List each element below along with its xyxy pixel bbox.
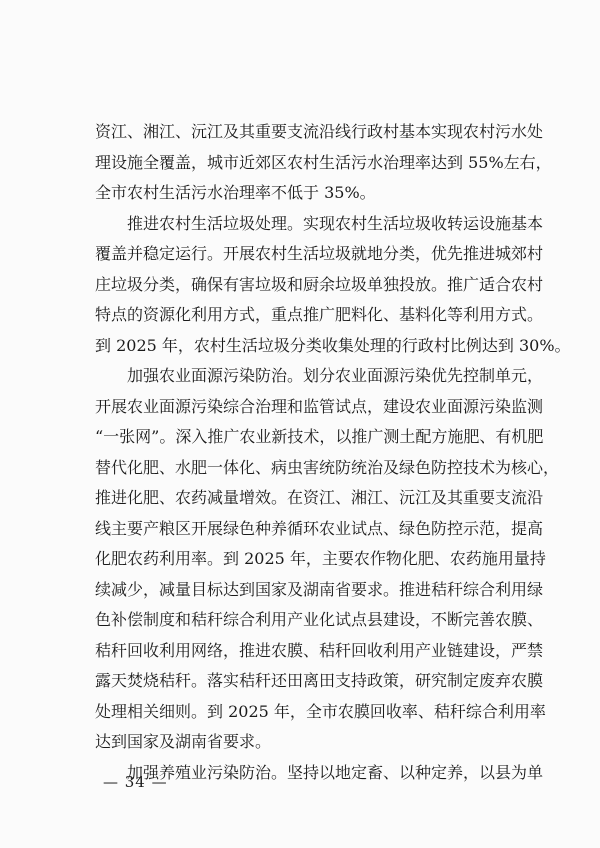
paragraph-start-line: 加强养殖业污染防治。坚持以地定畜、以种定养，以县为单 [127,762,544,782]
document-body [95,117,571,788]
text-line: 处理相关细则。到 2025 年，全市农膜回收率、秸秆综合利用率 [95,701,546,721]
text-line: 续减少，减量目标达到国家及湖南省要求。推进秸秆综合利用绿 [95,579,544,599]
text-line: “一张网”。深入推广农业新技术，以推广测土配方施肥、有机肥 [95,427,544,446]
text-line: 开展农业面源污染综合治理和监管试点，建设农业面源污染监测 [95,396,544,416]
text-line: 露天焚烧秸秆。落实秸秆还田离田支持政策，研究制定废弃农膜 [95,671,544,690]
text-line: 庄垃圾分类，确保有害垃圾和厨余垃圾单独投放。推广适合农村 [95,274,544,294]
page-number: — 34 — [103,773,168,791]
text-line: 覆盖并稳定运行。开展农村生活垃圾就地分类，优先推进城郊村 [95,244,544,263]
text-line: 化肥农药利用率。到 2025 年，主要农作物化肥、农药施用量持 [95,549,546,568]
text-line: 特点的资源化利用方式，重点推广肥料化、基料化等利用方式。 [95,305,544,324]
text-line: 秸秆回收利用网络，推进农膜、秸秆回收利用产业链建设，严禁 [95,640,544,660]
paragraph-start-line: 推进农村生活垃圾处理。实现农村生活垃圾收转运设施基本 [127,213,544,233]
text-line: 全市农村生活污水治理率不低于 35%。 [95,183,376,202]
paragraph-start-line: 加强农业面源污染防治。划分农业面源污染优先控制单元， [127,366,544,385]
text-line: 线主要产粮区开展绿色种养循环农业试点、绿色防控示范，提高 [95,518,544,538]
text-line: 达到国家及湖南省要求。 [95,732,272,751]
text-line: 色补偿制度和秸秆综合利用产业化试点县建设，不断完善农膜、 [95,610,544,629]
text-line: 推进化肥、农药减量增效。在资江、湘江、沅江及其重要支流沿 [95,488,544,507]
text-line: 替代化肥、水肥一体化、病虫害统防统治及绿色防控技术为核心， [95,457,560,477]
text-line: 到 2025 年，农村生活垃圾分类收集处理的行政村比例达到 30%。 [95,335,571,355]
text-line: 理设施全覆盖，城市近郊区农村生活污水治理率达到 55%左右， [95,152,552,172]
text-line: 资江、湘江、沅江及其重要支流沿线行政村基本实现农村污水处 [95,122,544,141]
